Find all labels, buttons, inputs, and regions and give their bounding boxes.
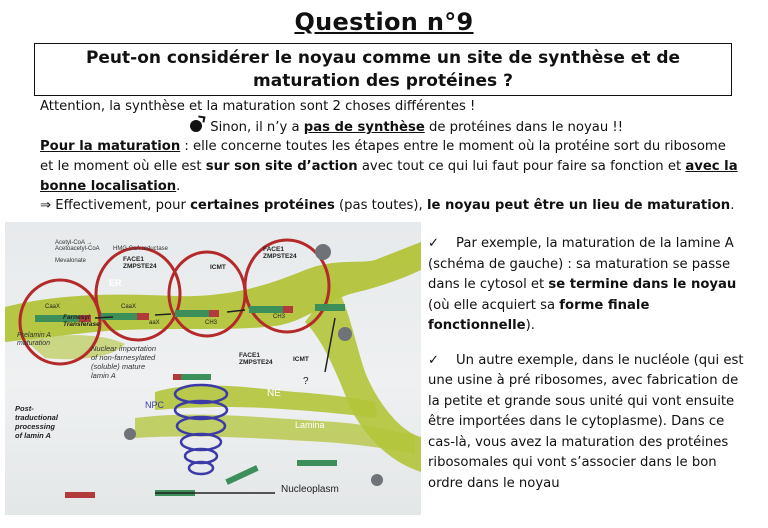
lamin-bar-np3 <box>297 460 337 466</box>
arrow-er-2 <box>155 314 171 315</box>
label-face1-top: FACE1 ZMPSTE24 <box>123 256 157 270</box>
label-ch3-b: CH3 <box>273 314 286 320</box>
synthesis-note-highlight: pas de synthèse <box>303 120 425 135</box>
maturation-text-3: . <box>176 179 181 194</box>
label-question: ? <box>303 376 309 387</box>
conclusion-bold-2: le noyau peut être un lieu de maturation <box>426 198 731 213</box>
checkmark-icon: ✓ <box>428 352 440 368</box>
checkmark-icon: ✓ <box>428 236 440 251</box>
maturation-bold-2: avec la bonne localisation <box>40 159 738 194</box>
label-mevalonate: Mevalonate <box>55 258 87 264</box>
example-lamin-text-1: Par exemple, la maturation de la lamine A (schéma de gauche) : sa maturation se passe dans le cytosol et <box>428 236 734 292</box>
maturation-bold-1: sur son site d’action <box>205 159 358 174</box>
example-nucleolus-text: Un autre exemple, dans le nucléole (qui est une usine à pré ribosomes, avec fabrication de la petite et grande sous unité qui vont ensuite être importées dans le cytoplasme). Dans ce cas-là, vous avez la maturation des protéines ribosomales qui vont s’associer dans le bon ordre dans le noyau <box>428 352 744 491</box>
label-icmt-mid: ICMT <box>293 356 309 363</box>
example-lamin-bold-1: se termine dans le noyau <box>548 277 737 292</box>
synthesis-note-suffix: de protéines dans le noyau !! <box>424 120 623 135</box>
label-post-traductional: Post- traductional processing of lamin A <box>15 404 58 440</box>
maturation-paragraph <box>40 137 740 197</box>
conclusion-text-2: (pas toutes), <box>334 198 427 213</box>
example-nucleolus <box>428 351 744 495</box>
label-icmt-top: ICMT <box>210 264 226 271</box>
question-box <box>34 43 732 96</box>
enzyme-2 <box>338 327 352 341</box>
label-aax: aaX <box>149 320 160 326</box>
examples-column <box>428 234 744 508</box>
label-ch3-a: CH3 <box>205 320 218 326</box>
attention-note: Attention, la synthèse et la maturation sont 2 choses différentes ! <box>40 99 476 114</box>
label-nucleoplasm: Nucleoplasm <box>281 484 339 495</box>
lamin-bar-3 <box>175 310 209 317</box>
label-ne: NE <box>267 388 281 399</box>
lamin-bar-2 <box>101 313 137 320</box>
lamin-bar-5 <box>315 304 345 311</box>
label-npc: NPC <box>145 400 165 410</box>
maturation-text-2: avec tout ce qui lui faut pour faire sa fonction et <box>357 159 686 174</box>
label-acetyl: Acetyl-CoA → Acetoacetyl-CoA <box>55 240 100 252</box>
label-hmg: HMG CoA reductase <box>113 246 169 252</box>
bomb-icon <box>190 120 202 132</box>
example-lamin-text-3: ). <box>525 318 535 333</box>
label-er: ER <box>109 278 122 288</box>
lamin-bar-2-tip <box>137 313 149 320</box>
maturation-text-1: : elle concerne toutes les étapes entre le moment où la protéine sort du ribosome et le moment où elle est <box>40 139 726 174</box>
enzyme-3 <box>124 428 136 440</box>
question-text: Peut-on considérer le noyau comme un site de synthèse et de maturation des protéines ? <box>85 48 681 91</box>
lamin-bar-nuclear <box>181 374 211 380</box>
enzyme-4 <box>371 474 383 486</box>
lamin-bar-np4 <box>65 492 95 498</box>
page-title: Question n°9 <box>294 8 474 36</box>
lamin-bar-np2 <box>225 465 258 485</box>
conclusion-paragraph <box>40 196 740 216</box>
lamin-bar-3-tip <box>209 310 219 317</box>
synthesis-note <box>190 118 623 138</box>
conclusion-bold-1: certaines protéines <box>190 198 335 213</box>
example-lamin <box>428 234 744 337</box>
enzyme-1 <box>315 244 331 260</box>
label-farnesyl: Farnesyl Transferase <box>63 314 100 328</box>
lamin-bar-nuclear-tip <box>173 374 181 380</box>
synthesis-note-prefix: Sinon, il n’y a <box>210 120 304 135</box>
label-lamina: Lamina <box>295 420 325 430</box>
label-nuclear-import: Nuclear importation of non-farnesylated (soluble) mature lamin A <box>91 344 157 380</box>
lamin-bar-4-tip <box>283 306 293 313</box>
maturation-label: Pour la maturation <box>40 139 181 154</box>
label-caax-1: CaaX <box>45 304 61 310</box>
example-lamin-text-2: (où elle acquiert sa <box>428 297 560 313</box>
lamin-maturation-figure <box>5 222 421 515</box>
arrow-icon: ⇒ <box>40 198 52 213</box>
lamin-bar-4 <box>249 306 283 313</box>
label-caax-2: CaaX <box>121 304 137 310</box>
conclusion-text-1: Effectivement, pour <box>51 198 191 213</box>
label-face1-mid: FACE1 ZMPSTE24 <box>239 352 273 366</box>
example-lamin-bold-2: forme finale fonctionnelle <box>428 297 650 333</box>
conclusion-text-3: . <box>730 198 735 213</box>
label-face1-right: FACE1 ZMPSTE24 <box>263 246 297 260</box>
label-prelamin: Prelamin A maturation <box>17 332 51 347</box>
